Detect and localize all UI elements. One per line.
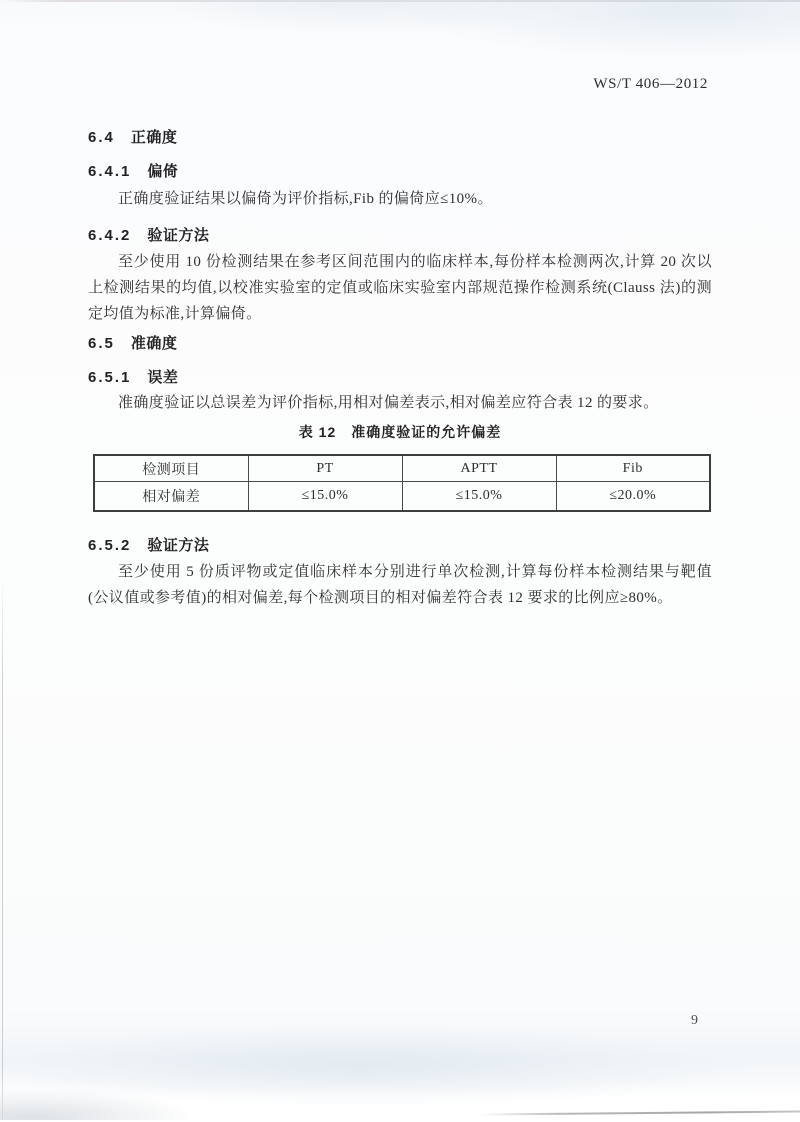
scan-top-edge-artifact xyxy=(0,0,800,2)
paragraph-6-5-2: 至少使用 5 份质评物或定值临床样本分别进行单次检测,计算每份样本检测结果与靶值(公议值或参考值)的相对偏差,每个检测项目的相对偏差符合表 12 要求的比例应≥80%。 xyxy=(88,564,712,606)
section-number: 6.5.2 xyxy=(88,537,132,554)
section-heading-6-5-1 xyxy=(88,366,178,387)
paragraph-6-4-1: 正确度验证结果以偏倚为评价指标,Fib 的偏倚应≤10%。 xyxy=(118,191,493,207)
table-cell-pt-value: ≤15.0% xyxy=(248,482,402,512)
section-heading-6-4-2 xyxy=(88,224,209,245)
section-title: 误差 xyxy=(147,369,179,386)
section-title: 准确度 xyxy=(130,335,178,352)
section-number: 6.5.1 xyxy=(88,369,132,386)
table-row-relative-deviation xyxy=(94,482,710,512)
paragraph-6-5-1: 准确度验证以总误差为评价指标,用相对偏差表示,相对偏差应符合表 12 的要求。 xyxy=(118,395,659,411)
paragraph-6-4-2: 至少使用 10 份检测结果在参考区间范围内的临床样本,每份样本检测两次,计算 20 次以上检测结果的均值,以校准实验室的定值或临床实验室内部规范操作检测系统(Clauss 法)的测定均值为标准,计算偏倚。 xyxy=(88,254,712,322)
section-title: 验证方法 xyxy=(147,537,210,554)
section-heading-6-5 xyxy=(88,332,177,353)
table-header-row xyxy=(94,455,710,482)
table-header-pt: PT xyxy=(248,455,402,482)
document-code-header: WS/T 406—2012 xyxy=(593,76,708,92)
table-header-aptt: APTT xyxy=(402,455,556,482)
table-cell-fib-value: ≤20.0% xyxy=(556,482,710,512)
table-cell-aptt-value: ≤15.0% xyxy=(402,482,556,512)
scan-left-edge-artifact xyxy=(2,575,3,1120)
section-heading-6-4 xyxy=(88,126,177,147)
section-title: 验证方法 xyxy=(147,227,210,244)
section-title: 偏倚 xyxy=(147,163,179,180)
table-cell-row-label: 相对偏差 xyxy=(94,482,248,512)
table-header-item: 检测项目 xyxy=(94,455,248,482)
page-number: 9 xyxy=(691,1013,698,1028)
section-number: 6.4.2 xyxy=(88,227,132,244)
section-title: 正确度 xyxy=(130,129,178,146)
section-heading-6-4-1 xyxy=(88,160,178,181)
section-number: 6.5 xyxy=(88,335,115,352)
section-number: 6.4 xyxy=(88,129,115,146)
section-heading-6-5-2 xyxy=(88,534,209,555)
section-number: 6.4.1 xyxy=(88,163,132,180)
table-12-caption: 表 12 准确度验证的允许偏差 xyxy=(298,424,502,440)
table-header-fib: Fib xyxy=(556,455,710,482)
table-12-allowed-deviation xyxy=(93,454,711,512)
